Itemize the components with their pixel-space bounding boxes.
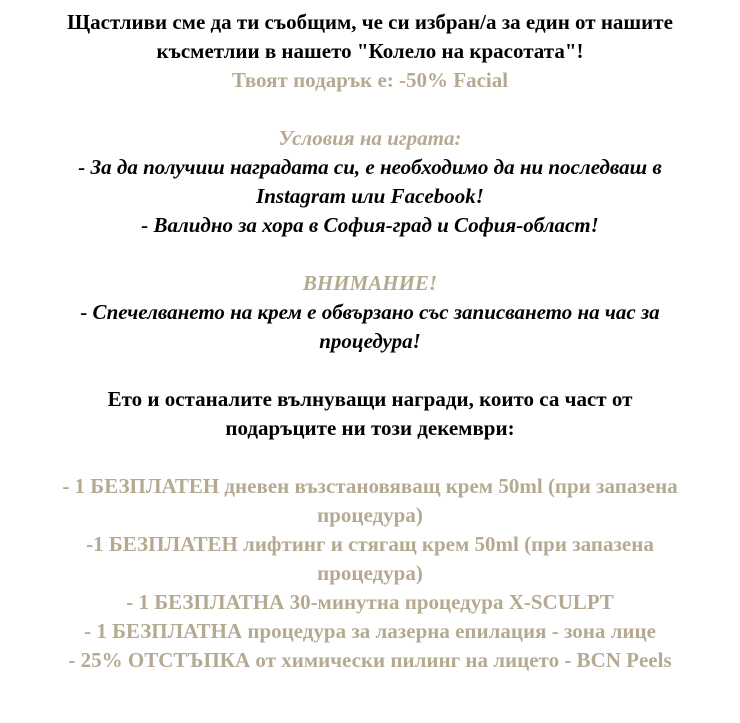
prize-text: Твоят подарък е: -50% Facial [231,68,509,92]
spacer [0,356,740,385]
prize-list-item: - 1 БЕЗПЛАТНА процедура за лазерна епилация - зона лице [84,619,656,643]
prize-list-item: - 1 БЕЗПЛАТНА 30-минутна процедура X-SCULPT [126,590,614,614]
spacer [0,95,740,124]
spacer [0,240,740,269]
spacer [0,443,740,472]
prize-list [50,472,690,675]
prize-list-item: - 25% ОТСТЪПКА от химически пилинг на лицето - BCN Peels [68,648,672,672]
condition-rule-2: - Валидно за хора в София-град и София-област! [141,213,599,237]
conditions-title: Условия на играта: [278,126,462,150]
condition-rule-1: - За да получиш наградата си, е необходимо да ни последваш в Instagram или Facebook! [78,155,662,208]
prize-list-item: - 1 БЕЗПЛАТЕН дневен възстановяващ крем 50ml (при запазена процедура) [62,474,678,527]
intro-text: Щастливи сме да ти съобщим, че си избран/а за един от нашите късметлии в нашето "Колело на красотата"! [67,10,673,63]
prize-list-item: -1 БЕЗПЛАТЕН лифтинг и стягащ крем 50ml (при запазена процедура) [86,532,654,585]
warning-title: ВНИМАНИЕ! [302,271,438,295]
other-prizes-heading: Ето и останалите вълнуващи награди, които са част от подаръците ни този декември: [107,387,633,440]
warning-text: - Спечелването на крем е обвързано със записването на час за процедура! [80,300,660,353]
